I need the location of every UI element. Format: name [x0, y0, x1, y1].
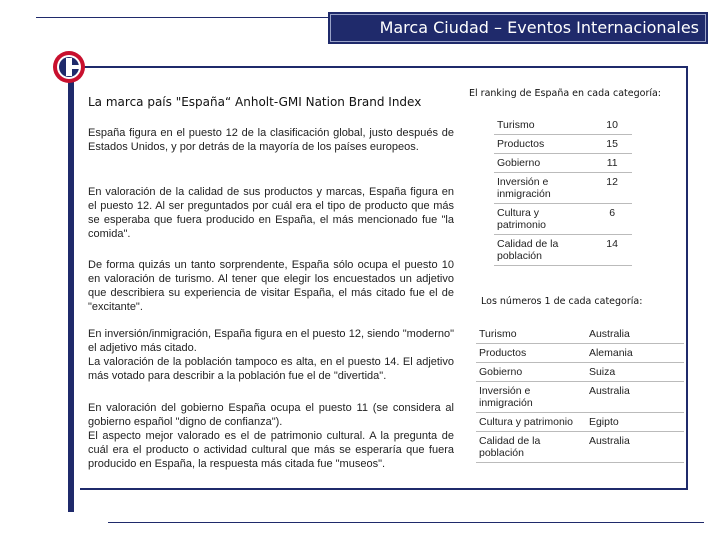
header-bar [330, 14, 706, 42]
country-cell: Australia [586, 382, 684, 413]
leaders-table [476, 325, 684, 463]
category-cell: Calidad de la población [494, 235, 591, 266]
slide-title: Marca Ciudad – Eventos Internacionales [379, 18, 699, 37]
table-row [494, 116, 632, 135]
country-cell: Egipto [586, 413, 684, 432]
category-cell: Cultura y patrimonio [476, 413, 586, 432]
paragraph-government: En valoración del gobierno España ocupa el puesto 11 (se considera al gobierno español "digno de confianza"). El aspecto mejor valorado es el de patrimonio cultural. A la pregunta de cuál era el producto o actividad cultural que más se esperaría que fuera producido en España, la respuesta más citada fue "museos". [88, 402, 454, 470]
category-cell: Inversión e inmigración [494, 173, 591, 204]
category-cell: Turismo [494, 116, 591, 135]
paragraph-global: España figura en el puesto 12 de la clasificación global, justo después de Estados Unidos, y por detrás de la mayoría de los países europeos. [88, 127, 454, 153]
rank-cell: 6 [591, 204, 632, 235]
paragraph-investment: En inversión/inmigración, España figura en el puesto 12, siendo "moderno" el adjetivo más citado. La valoración de la población tampoco es alta, en el puesto 14. El adjetivo más votado para describir a la población fue el de "divertida". [88, 328, 454, 382]
category-cell: Gobierno [476, 363, 586, 382]
category-cell: Productos [476, 344, 586, 363]
rank-cell: 14 [591, 235, 632, 266]
category-cell: Inversión e inmigración [476, 382, 586, 413]
paragraph-products: En valoración de la calidad de sus productos y marcas, España figura en el puesto 12. Al ser preguntados por cuál era el tipo de producto que más se esperaba que fuera producido en España, el más mencionado fue "la comida". [88, 186, 454, 240]
table-row [494, 135, 632, 154]
rank-cell: 12 [591, 173, 632, 204]
footer-rule [108, 522, 704, 523]
category-cell: Gobierno [494, 154, 591, 173]
table-row [494, 154, 632, 173]
country-cell: Suiza [586, 363, 684, 382]
ranking-table [494, 116, 632, 266]
table-row [494, 204, 632, 235]
section-heading: La marca país "España“ Anholt-GMI Nation Brand Index [88, 95, 422, 109]
country-cell: Australia [586, 432, 684, 463]
header-rule [36, 17, 332, 18]
table-row [494, 173, 632, 204]
table-row [476, 325, 684, 344]
table-row [476, 363, 684, 382]
table-row [476, 432, 684, 463]
table-row [476, 413, 684, 432]
category-cell: Calidad de la población [476, 432, 586, 463]
category-cell: Turismo [476, 325, 586, 344]
leaders-caption: Los números 1 de cada categoría: [481, 296, 643, 307]
category-cell: Productos [494, 135, 591, 154]
logo-icon [52, 50, 86, 84]
category-cell: Cultura y patrimonio [494, 204, 591, 235]
country-cell: Australia [586, 325, 684, 344]
country-cell: Alemania [586, 344, 684, 363]
table-row [494, 235, 632, 266]
ranking-caption: El ranking de España en cada categoría: [469, 88, 662, 99]
paragraph-tourism: De forma quizás un tanto sorprendente, España sólo ocupa el puesto 10 en valoración de turismo. Al tener que elegir los encuestados un adjetivo que describiera su experiencia de visitar España, el más citado fue el de "excitante". [88, 259, 454, 313]
frame-left-bar [68, 66, 74, 512]
table-row [476, 344, 684, 363]
rank-cell: 11 [591, 154, 632, 173]
rank-cell: 10 [591, 116, 632, 135]
table-row [476, 382, 684, 413]
rank-cell: 15 [591, 135, 632, 154]
